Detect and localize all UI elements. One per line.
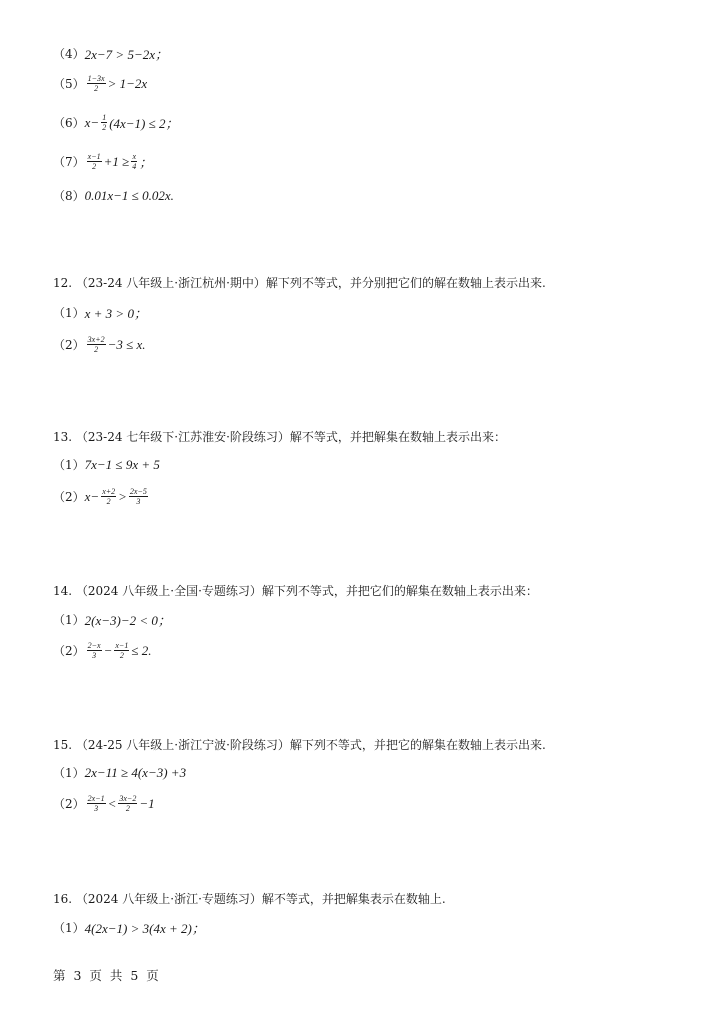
problem-item-6: [53, 113, 179, 132]
item-number: （4）: [53, 47, 85, 61]
question-12-part-2: [53, 335, 146, 354]
fraction: $\frac{1-3x}{2}$: [87, 74, 105, 93]
question-14-header: 14. （2024 八年级上·全国·专题练习）解下列不等式，并把它们的解集在数轴上表示出来：: [53, 584, 538, 598]
fraction: $\frac{x}{4}$: [132, 152, 137, 171]
question-16-header: 16. （2024 八年级上·浙江·专题练习）解不等式，并把解集表示在数轴上.: [53, 892, 446, 906]
item-number: （2）: [53, 644, 85, 658]
question-14-part-2: [53, 641, 151, 660]
inequality: $\frac{2-x}{3}$ − $\frac{x-1}{2}$ ≤ 2.: [87, 641, 152, 660]
item-number: （1）: [53, 613, 85, 627]
inequality: 2x−11 ≥ 4(x−3) +3: [84, 764, 187, 780]
item-number: （2）: [53, 797, 85, 811]
item-number: （7）: [53, 155, 85, 169]
item-number: （6）: [53, 116, 85, 130]
problem-item-5: [53, 74, 147, 93]
question-12-part-1: [53, 303, 147, 322]
item-number: （1）: [53, 458, 85, 472]
question-14-part-1: [53, 610, 171, 629]
question-13-part-2: [53, 487, 150, 506]
inequality: $\frac{x-1}{2}$ +1 ≥ $\frac{x}{4}$ ；: [87, 152, 153, 171]
inequality: x− $\frac{1}{2}$ (4x−1) ≤ 2；: [84, 113, 179, 132]
fraction: $\frac{3x-2}{2}$: [119, 794, 137, 813]
item-number: （1）: [53, 921, 85, 935]
question-13-header: 13. （23-24 七年级下·江苏淮安·阶段练习）解不等式，并把解集在数轴上表示出来：: [53, 430, 506, 444]
item-number: （1）: [53, 766, 85, 780]
inequality: 0.01x−1 ≤ 0.02x.: [84, 187, 174, 203]
inequality: 2(x−3)−2 < 0；: [84, 613, 171, 628]
inequality: x + 3 > 0；: [84, 306, 147, 321]
item-number: （2）: [53, 490, 85, 504]
inequality: 7x−1 ≤ 9x + 5: [84, 456, 160, 472]
question-16-part-1: [53, 918, 205, 937]
fraction: $\frac{x+2}{2}$: [102, 487, 116, 506]
fraction: $\frac{2x-1}{3}$: [87, 794, 105, 813]
question-12-header: 12. （23-24 八年级上·浙江杭州·期中）解下列不等式，并分别把它们的解在数轴上表示出来.: [53, 276, 546, 290]
item-number: （8）: [53, 189, 85, 203]
inequality: $\frac{1-3x}{2}$ > 1−2x: [87, 74, 148, 93]
page-number-footer: 第 3 页 共 5 页: [53, 968, 161, 983]
fraction: $\frac{2-x}{3}$: [87, 641, 101, 660]
fraction: $\frac{x-1}{2}$: [115, 641, 129, 660]
question-15-part-1: [53, 764, 186, 781]
item-number: （1）: [53, 306, 85, 320]
item-number: （5）: [53, 77, 85, 91]
question-13-part-1: [53, 456, 160, 473]
problem-item-8: [53, 187, 174, 204]
question-15-part-2: [53, 794, 155, 813]
question-15-header: 15. （24-25 八年级上·浙江宁波·阶段练习）解下列不等式，并把它的解集在数轴上表示出来.: [53, 738, 546, 752]
item-number: （2）: [53, 338, 85, 352]
inequality: x− $\frac{x+2}{2}$ > $\frac{2x-5}{3}$: [84, 487, 147, 506]
fraction: $\frac{2x-5}{3}$: [129, 487, 147, 506]
fraction: $\frac{x-1}{2}$: [87, 152, 101, 171]
fraction: $\frac{1}{2}$: [102, 113, 107, 132]
problem-item-4: [53, 44, 168, 63]
fraction: $\frac{3x+2}{2}$: [87, 335, 105, 354]
inequality: $\frac{2x-1}{3}$ < $\frac{3x-2}{2}$ −1: [87, 794, 155, 813]
inequality: 4(2x−1) > 3(4x + 2)；: [84, 921, 205, 936]
problem-item-7: [53, 152, 152, 171]
inequality: $\frac{3x+2}{2}$ −3 ≤ x.: [87, 335, 146, 354]
inequality: 2x−7 > 5−2x；: [84, 47, 168, 62]
